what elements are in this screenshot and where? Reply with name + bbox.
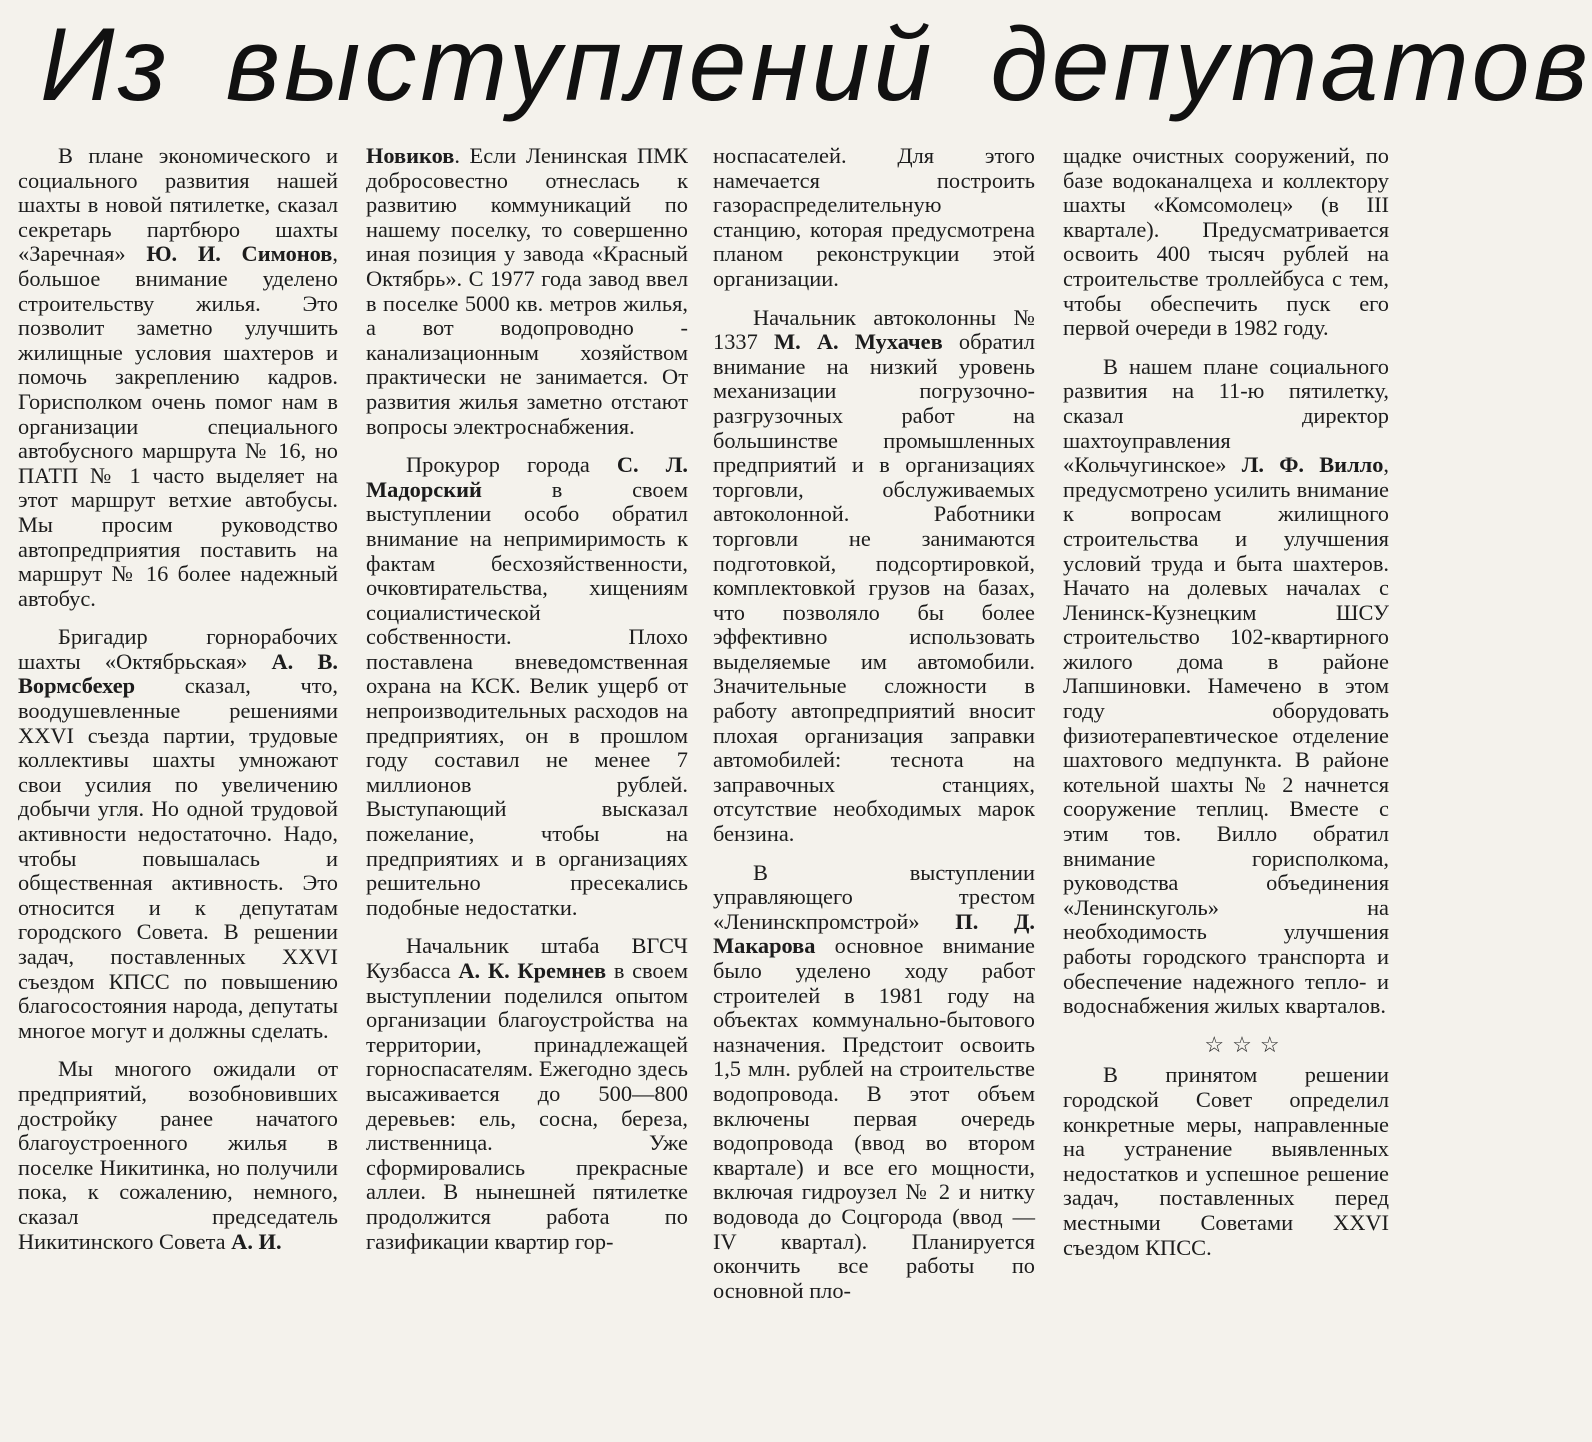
speaker-name: А. И. (231, 1228, 282, 1254)
paragraph-mukhachev: Начальник автоколонны № 1337 М. А. Мухачев обратил внимание на низкий уровень механизации погрузочно- разгрузочных работ на большинстве промышленных предприятий и в организациях торговли, обслуживаемых автоколонной. Работники торговли не занимаются подготовкой, подсортировкой, комплектовкой грузов на базах, что позволяло бы более эффективно использовать выделяемые им автомобили. Значительные сложности в работу автопредприятий вносит плохая организация заправки автомобилей: теснота на заправочных станциях, отсутствие необходимых марок бензина. (713, 304, 1035, 847)
headline: Из выступлений депутатов (40, 7, 1592, 123)
speaker-name: С. Л. Мадорский (366, 452, 688, 502)
column-1 (18, 144, 338, 1440)
paragraph-simonov: В плане экономического и социального развития нашей шахты в новой пятилетке, сказал секретарь партбюро шахты «Заречная» Ю. И. Симонов, большое внимание уделено строительству жилья. Это позволит заметно улучшить жилищные условия шахтеров и помочь закреплению кадров. Горисполком очень помог нам в организации специального автобусного маршрута № 16, но ПАТП № 1 часто выделяет на этот маршрут ветхие автобусы. Мы просим руководство автопредприятия поставить на маршрут № 16 более надежный автобус. (18, 143, 339, 611)
speaker-name: А. К. Кремнев (458, 958, 607, 983)
speaker-name: Л. Ф. Вилло (1241, 452, 1384, 478)
speaker-name: М. А. Мухачев (773, 329, 943, 355)
paragraph-makarov: В выступлении управляющего трестом «Ленинскпромстрой» П. Д. Макарова основное внимание было уделено ходу работ строителей в 1981 году на объектах коммунально-бытового назначения. Предстоит освоить 1,5 млн. рублей на строительстве водопровода. В этот объем включены первая очередь водопровода (ввод во втором квартале) и все его мощности, включая гидроузел № 2 и нитку водовода до Соцгорода (ввод — IV квартал). Планируется окончить все работы по основной пло- (713, 859, 1035, 1303)
paragraph-villo: В нашем плане социального развития на 11-ю пятилетку, сказал директор шахтоуправления «Кольчугинское» Л. Ф. Вилло, предусмотрено усилить внимание к вопросам жилищного строительства и улучшения условий труда и быта шахтеров. Начато на долевых началах с Ленинск-Кузнецким ШСУ строительство 102-квартирного жилого дома в районе Лапшиновки. Намечено в этом году оборудовать физиотерапевтическое отделение шахтового медпункта. В районе котельной шахты № 2 начнется сооружение теплиц. Вместе с этим тов. Вилло обратил внимание горисполкома, руководства объединения «Ленинскуголь» на необходимость улучшения работы городского транспорта и обеспечение надежного тепло- и водоснабжения жилых кварталов. (1063, 353, 1390, 1019)
column-3 (713, 144, 1035, 1440)
paragraph-vormsbekher: Бригадир горнорабочих шахты «Октябрьская» А. В. Вормсбехер сказал, что, воодушевленные решениями XXVI съезда партии, трудовые коллективы шахты умножают свои усилия по увеличению добычи угля. Но одной трудовой активности недостаточно. Надо, чтобы повышалась и общественная активность. Это относится и к депутатам городского Совета. В решении задач, поставленных XXVI съездом КПСС по повышению благосостояния народа, депутаты многое могут и должны сделать. (18, 624, 338, 1043)
speaker-name: Новиков (366, 143, 455, 168)
column-2 (366, 144, 688, 1440)
speaker-name: А. В. Вормсбехер (18, 648, 338, 699)
paragraph-madorsky: Прокурор города С. Л. Мадорский в своем выступлении особо обратил внимание на непримиримость к фактам бесхозяйственности, очковтирательства, хищениям социалистической собственности. Плохо поставлена вневедомственная охрана на КСК. Велик ущерб от непроизводительных расходов на предприятиях, он в прошлом году составил не менее 7 миллионов рублей. Выступающий высказал пожелание, чтобы на предприятиях и в организациях решительно пресекались подобные недостатки. (366, 452, 688, 920)
column-4 (1063, 144, 1389, 1440)
paragraph-kremnev: Начальник штаба ВГСЧ Кузбасса А. К. Кремнев в своем выступлении поделился опытом организации благоустройства на территории, принадлежащей горноспасателям. Ежегодно здесь высаживается до 500—800 деревьев: ель, сосна, береза, лиственница. Уже сформировались прекрасные аллеи. В нынешней пятилетке продолжится работа по газификации квартир гор- (366, 933, 689, 1254)
paragraph-novikov-start: Мы многого ожидали от предприятий, возобновивших достройку ранее начатого благоустроенного жилья в поселке Никитинка, но получили пока, к сожалению, немного, сказал председатель Никитинского Совета А. И. (18, 1056, 338, 1254)
section-separator-stars: ☆☆☆ (1204, 1031, 1288, 1057)
paragraph-novikov-cont: Новиков. Если Ленинская ПМК добросовестно отнеслась к развитию коммуникаций по нашему поселку, то совершенно иная позиция у завода «Красный Октябрь». С 1977 года завод ввел в поселке 5000 кв. метров жилья, а вот водопроводно - канализационным хозяйством практически не занимается. От развития жилья заметно отстают вопросы электроснабжения. (366, 143, 688, 439)
paragraph-makarov-cont: щадке очистных сооружений, по базе водоканалцеха и коллектору шахты «Комсомолец» (в III квартале). Предусматривается освоить 400 тысяч рублей на строительстве троллейбуса с тем, чтобы обеспечить пуск его первой очереди в 1982 году. (1063, 143, 1389, 341)
speaker-name: П. Д. Макарова (713, 908, 1035, 959)
speaker-name: Ю. И. Симонов (146, 241, 333, 267)
paragraph-kremnev-cont: носпасателей. Для этого намечается построить газораспределительную станцию, которая предусмотрена планом реконструкции этой организации. (713, 143, 1035, 291)
paragraph-decision: В принятом решении городской Совет определил конкретные меры, направленные на устранение выявленных недостатков и успешное решение задач, поставленных перед местными Советами XXVI съездом КПСС. (1063, 1062, 1389, 1260)
